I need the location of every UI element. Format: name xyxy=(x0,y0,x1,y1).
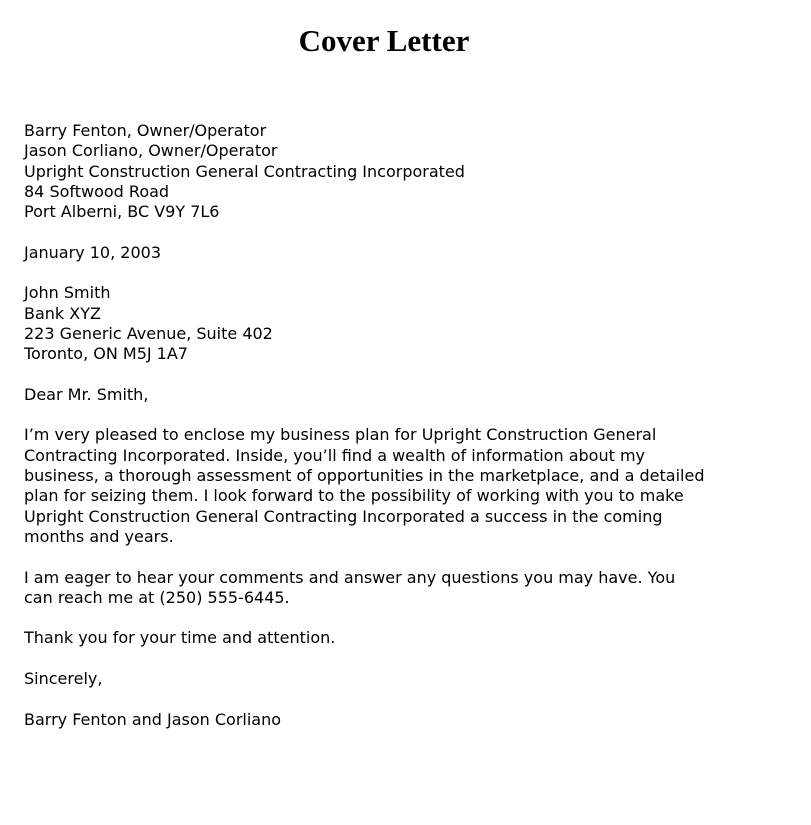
signature: Barry Fenton and Jason Corliano xyxy=(24,709,282,729)
letter-body xyxy=(24,121,764,730)
paragraph-line: I’m very pleased to enclose my business plan for Upright Construction General xyxy=(24,425,657,445)
closing-thanks-block xyxy=(24,628,764,648)
paragraph-intro xyxy=(24,425,764,547)
paragraph-line: I am eager to hear your comments and answer any questions you may have. You xyxy=(24,567,676,587)
salutation: Dear Mr. Smith, xyxy=(24,384,149,404)
sender-line: Upright Construction General Contracting Incorporated xyxy=(24,161,465,181)
sender-line: Barry Fenton, Owner/Operator xyxy=(24,121,267,140)
signature-block xyxy=(24,710,764,730)
closing-thanks: Thank you for your time and attention. xyxy=(24,628,336,648)
recipient-line: Toronto, ON M5J 1A7 xyxy=(24,344,188,364)
paragraph-line: business, a thorough assessment of opportunities in the marketplace, and a detailed xyxy=(24,466,705,486)
sign-off-block xyxy=(24,669,764,689)
paragraph-line: Contracting Incorporated. Inside, you’ll find a wealth of information about my xyxy=(24,445,645,465)
recipient-line: John Smith xyxy=(24,283,111,303)
paragraph-line: months and years. xyxy=(24,526,174,546)
paragraph-line: Upright Construction General Contracting Incorporated a success in the coming xyxy=(24,506,663,526)
recipient-address-block xyxy=(24,283,764,364)
sender-line: 84 Softwood Road xyxy=(24,181,170,201)
sender-address-block xyxy=(24,121,764,222)
letter-date: January 10, 2003 xyxy=(24,242,161,262)
paragraph-line: can reach me at (250) 555-6445. xyxy=(24,587,290,607)
salutation-block xyxy=(24,385,764,405)
page-title: Cover Letter xyxy=(298,23,470,58)
paragraph-contact xyxy=(24,568,764,609)
date-block xyxy=(24,243,764,263)
recipient-line: Bank XYZ xyxy=(24,303,101,323)
sign-off: Sincerely, xyxy=(24,669,103,689)
recipient-line: 223 Generic Avenue, Suite 402 xyxy=(24,323,273,343)
sender-line: Jason Corliano, Owner/Operator xyxy=(24,141,278,161)
sender-line: Port Alberni, BC V9Y 7L6 xyxy=(24,202,220,222)
paragraph-line: plan for seizing them. I look forward to the possibility of working with you to make xyxy=(24,486,684,506)
